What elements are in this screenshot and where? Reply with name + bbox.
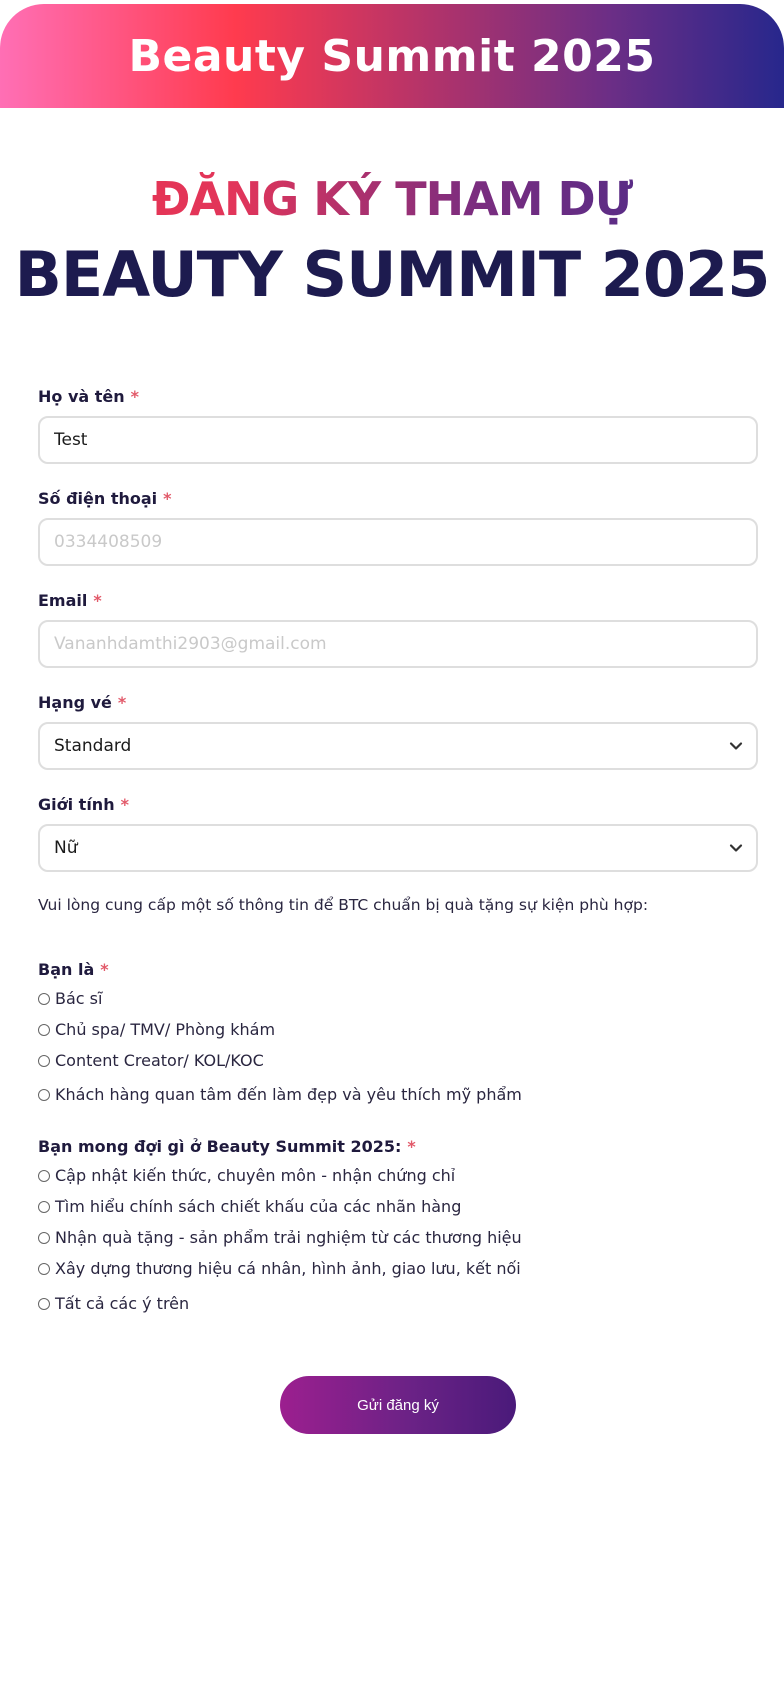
chevron-down-icon (728, 840, 744, 856)
phone-label-text: Số điện thoại (38, 489, 158, 508)
expectation-label (38, 1137, 416, 1156)
required-marker: * (130, 387, 140, 406)
role-option-doctor[interactable] (38, 989, 102, 1008)
email-input[interactable] (38, 620, 758, 668)
radio-option-label: Khách hàng quan tâm đến làm đẹp và yêu thích mỹ phẩm (55, 1085, 522, 1104)
email-label (38, 591, 102, 610)
required-marker: * (163, 489, 172, 508)
radio-option-label: Content Creator/ KOL/KOC (55, 1051, 264, 1070)
expectation-option-knowledge[interactable] (38, 1166, 455, 1185)
radio-button[interactable] (38, 993, 50, 1005)
radio-button[interactable] (38, 1089, 50, 1101)
role-option-content-creator[interactable] (38, 1051, 264, 1070)
ticket-label (38, 693, 126, 712)
page-header (0, 4, 784, 108)
name-label-text: Họ và tên (38, 387, 125, 406)
ticket-label-text: Hạng vé (38, 693, 112, 712)
expectation-option-discount[interactable] (38, 1197, 461, 1216)
role-option-spa-owner[interactable] (38, 1020, 275, 1039)
radio-option-label: Nhận quà tặng - sản phẩm trải nghiệm từ các thương hiệu (55, 1228, 522, 1247)
radio-option-label: Chủ spa/ TMV/ Phòng khám (55, 1020, 276, 1039)
gender-selected-value: Nữ (54, 838, 78, 858)
role-label-text: Bạn là (38, 960, 95, 979)
name-input[interactable] (38, 416, 758, 464)
radio-button[interactable] (38, 1298, 50, 1310)
expectation-option-branding[interactable] (38, 1259, 521, 1278)
gift-info-note: Vui lòng cung cấp một số thông tin để BTC chuẩn bị quà tặng sự kiện phù hợp: (38, 896, 649, 914)
radio-button[interactable] (38, 1232, 50, 1244)
name-label (38, 387, 139, 406)
required-marker: * (93, 591, 102, 610)
gender-label-text: Giới tính (38, 795, 115, 814)
expectation-option-all[interactable] (38, 1294, 189, 1313)
email-label-text: Email (38, 591, 88, 610)
radio-button[interactable] (38, 1055, 50, 1067)
expectation-label-text: Bạn mong đợi gì ở Beauty Summit 2025: (38, 1137, 402, 1156)
role-label (38, 960, 109, 979)
ticket-selected-value: Standard (54, 736, 132, 756)
header-title: Beauty Summit 2025 (128, 30, 656, 82)
radio-option-label: Bác sĩ (55, 989, 103, 1008)
required-marker: * (100, 960, 109, 979)
expectation-option-gifts[interactable] (38, 1228, 522, 1247)
radio-option-label: Tất cả các ý trên (55, 1294, 190, 1313)
radio-button[interactable] (38, 1201, 50, 1213)
chevron-down-icon (728, 738, 744, 754)
radio-option-label: Tìm hiểu chính sách chiết khấu của các nhãn hàng (55, 1197, 462, 1216)
submit-button[interactable]: Gửi đăng ký (280, 1376, 516, 1434)
event-title: BEAUTY SUMMIT 2025 (14, 238, 770, 311)
gender-select[interactable] (38, 824, 758, 872)
required-marker: * (120, 795, 129, 814)
radio-option-label: Xây dựng thương hiệu cá nhân, hình ảnh, giao lưu, kết nối (55, 1259, 521, 1278)
phone-label (38, 489, 172, 508)
gender-label (38, 795, 129, 814)
role-option-customer[interactable] (38, 1085, 522, 1104)
radio-button[interactable] (38, 1024, 50, 1036)
phone-input[interactable] (38, 518, 758, 566)
radio-button[interactable] (38, 1263, 50, 1275)
registration-heading: ĐĂNG KÝ THAM DỰ (0, 172, 784, 226)
radio-option-label: Cập nhật kiến thức, chuyên môn - nhận chứng chỉ (55, 1166, 456, 1185)
required-marker: * (407, 1137, 416, 1156)
required-marker: * (117, 693, 127, 712)
ticket-select[interactable] (38, 722, 758, 770)
radio-button[interactable] (38, 1170, 50, 1182)
